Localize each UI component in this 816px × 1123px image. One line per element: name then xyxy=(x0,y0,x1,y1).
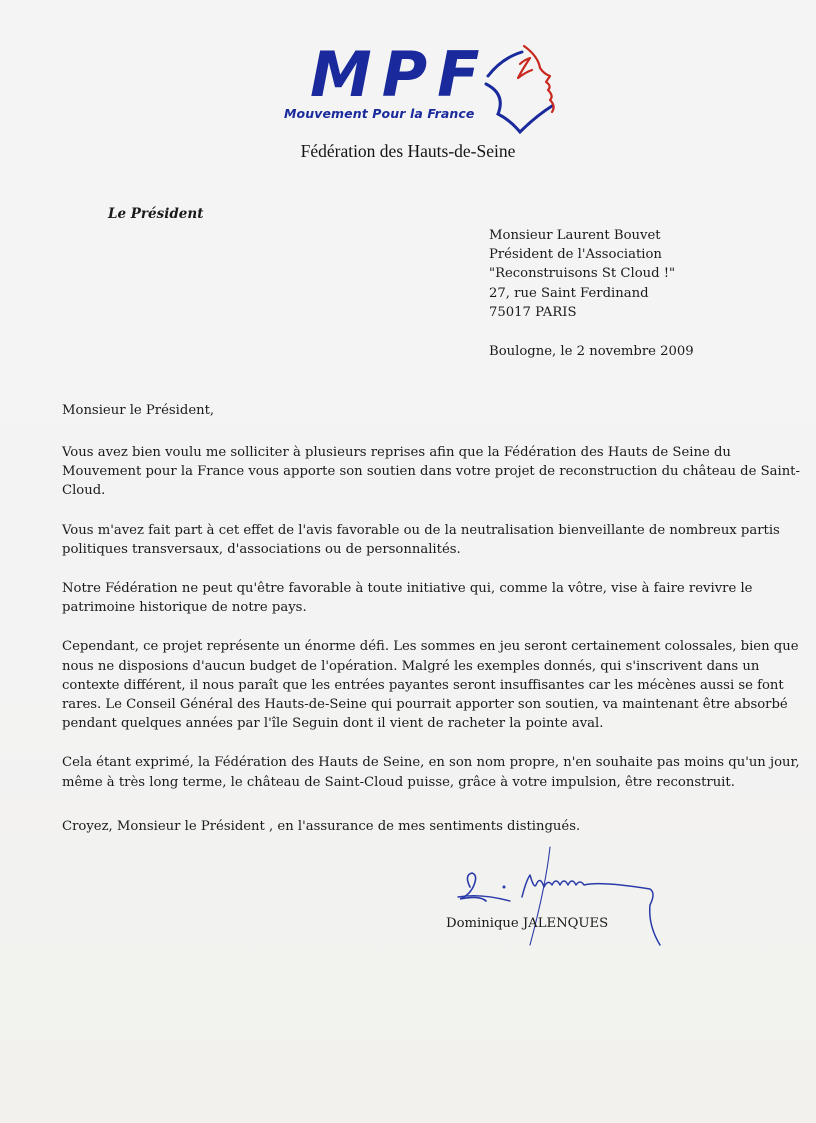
paragraph xyxy=(62,521,802,559)
paragraph xyxy=(62,443,802,501)
recipient-line: Monsieur Laurent Bouvet xyxy=(489,228,661,243)
paragraph xyxy=(62,637,802,733)
paragraph-line: Notre Fédération ne peut qu'être favorable à toute initiative qui, comme la vôtre, vise à faire revivre le xyxy=(62,581,753,597)
recipient-line: "Reconstruisons St Cloud !" xyxy=(489,266,676,282)
recipient-address xyxy=(489,226,675,322)
signer-name: Dominique JALENQUES xyxy=(446,916,609,931)
mpf-logo xyxy=(282,38,582,132)
paragraph-line: Cependant, ce projet représente un énorme défi. Les sommes en jeu seront certainement colossales, bien que xyxy=(62,639,799,655)
paragraph-line: Mouvement pour la France vous apporte son soutien dans votre projet de reconstruction du château de Saint- xyxy=(62,464,800,480)
paragraph xyxy=(62,753,802,791)
paragraph-line: même à très long terme, le château de Saint-Cloud puisse, grâce à votre impulsion, être reconstruit. xyxy=(62,774,735,790)
handwritten-signature xyxy=(450,845,680,950)
paragraph xyxy=(62,579,802,617)
recipient-line: 27, rue Saint Ferdinand xyxy=(489,285,649,301)
paragraph-line: Vous avez bien voulu me solliciter à plusieurs reprises afin que la Fédération des Hauts de Seine du xyxy=(62,445,731,460)
recipient-line: 75017 PARIS xyxy=(489,304,577,320)
date-line: Boulogne, le 2 novembre 2009 xyxy=(489,344,694,359)
paragraph-line: nous ne disposions d'aucun budget de l'opération. Malgré les exemples donnés, qui s'inscrivent dans un xyxy=(62,658,760,674)
letter-body xyxy=(62,443,802,812)
paragraph-line: Cela étant exprimé, la Fédération des Hauts de Seine, en son nom propre, n'en souhaite pas moins qu'un jour, xyxy=(62,755,800,771)
paragraph-line: patrimoine historique de notre pays. xyxy=(62,600,307,616)
closing-formula: Croyez, Monsieur le Président , en l'assurance de mes sentiments distingués. xyxy=(62,819,581,834)
paragraph-line: contexte différent, il nous paraît que les entrées payantes seront insuffisantes car les mécènes aussi se font xyxy=(62,677,784,693)
logo-letters: MPF xyxy=(310,38,490,111)
logo-tagline: Mouvement Pour la France xyxy=(284,106,475,121)
sender-role: Le Président xyxy=(108,206,204,222)
federation-heading: Fédération des Hauts-de-Seine xyxy=(300,141,516,161)
paragraph-line: Vous m'avez fait part à cet effet de l'avis favorable ou de la neutralisation bienveillante de nombreux partis xyxy=(62,522,780,538)
paragraph-line: politiques transversaux, d'associations ou de personnalités. xyxy=(62,541,461,557)
paragraph-line: rares. Le Conseil Général des Hauts-de-Seine qui pourrait apporter son soutien, va maintenant être absorbé xyxy=(62,697,788,713)
marianne-profile-icon xyxy=(480,44,570,134)
paragraph-line: Cloud. xyxy=(62,483,106,499)
recipient-line: Président de l'Association xyxy=(489,247,662,263)
paragraph-line: pendant quelques années par l'île Seguin dont il vient de racheter la pointe aval. xyxy=(62,716,604,732)
salutation: Monsieur le Président, xyxy=(62,403,215,418)
